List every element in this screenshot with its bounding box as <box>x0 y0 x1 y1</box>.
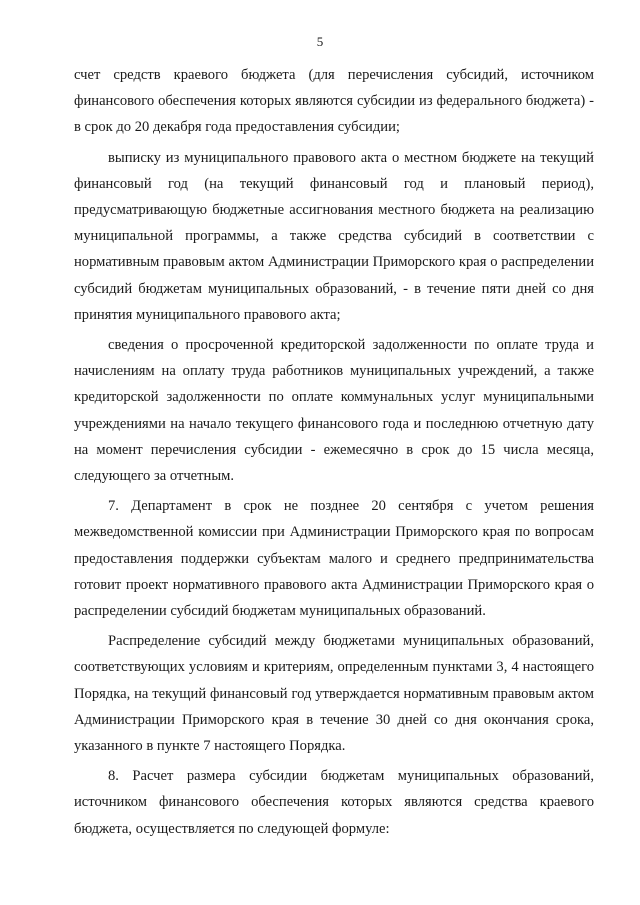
paragraph-subsidy-distribution: Распределение субсидий между бюджетами муниципальных образований, соответствующих условиям и критериям, определенным пунктами 3, 4 настоящего Порядка, на текущий финансовый год утверждается нормативным правовым актом Администрации Приморского края в течение 30 дней со дня окончания срока, указанного в пункте 7 настоящего Порядка. <box>74 633 594 755</box>
paragraph-overdue-debt-info: сведения о просроченной кредиторской задолженности по оплате труда и начислениям на оплату труда работников муниципальных учреждений, а также кредиторской задолженности по оплате коммунальных услуг муниципальными учреждениями на начало текущего финансового года и последнюю отчетную дату на момент перечисления субсидии - ежемесячно в срок до 15 числа месяца, следующего за отчетным. <box>74 337 594 485</box>
paragraph-budget-account: счет средств краевого бюджета (для перечисления субсидий, источником финансового обеспечения которых являются субсидии из федерального бюджета) - в срок до 20 декабря года предоставления субсидии; <box>74 67 594 136</box>
document-body <box>74 62 594 842</box>
paragraph-item-7: 7. Департамент в срок не позднее 20 сентября с учетом решения межведомственной комиссии при Администрации Приморского края по вопросам предоставления поддержки субъектам малого и среднего предпринимательства готовит проект нормативного правового акта Администрации Приморского края о распределении субсидий бюджетам муниципальных образований. <box>74 498 594 620</box>
paragraph-municipal-act-extract: выписку из муниципального правового акта о местном бюджете на текущий финансовый год (на текущий финансовый год и плановый период), предусматривающую бюджетные ассигнования местного бюджета на реализацию муниципальной программы, а также средства субсидий в соответствии с нормативным правовым актом Администрации Приморского края о распределении субсидий бюджетам муниципальных образований, - в течение пяти дней со дня принятия муниципального правового акта; <box>74 149 594 323</box>
paragraph-item-8: 8. Расчет размера субсидии бюджетам муниципальных образований, источником финансового обеспечения которых являются средства краевого бюджета, осуществляется по следующей формуле: <box>74 768 594 837</box>
page-number: 5 <box>316 34 324 49</box>
